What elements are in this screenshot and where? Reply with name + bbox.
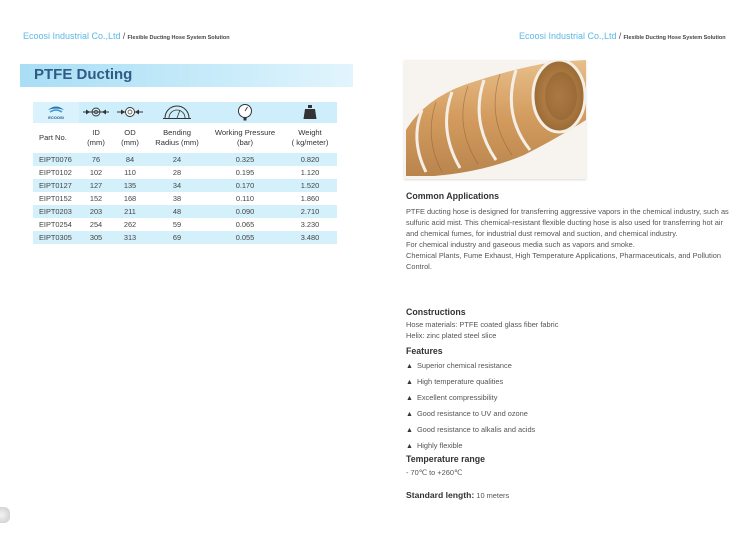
cell-bending-radius: 38	[147, 192, 207, 205]
cell-bending-radius: 34	[147, 179, 207, 192]
constructions-heading: Constructions	[406, 307, 466, 317]
cell-od: 211	[113, 205, 147, 218]
pressure-icon-cell	[207, 102, 283, 123]
cell-part-no: EIPT0254	[33, 218, 79, 231]
list-item	[406, 358, 731, 374]
weight-icon	[302, 104, 318, 122]
table-row	[33, 179, 337, 192]
table-row	[33, 153, 337, 166]
cell-bending-radius: 48	[147, 205, 207, 218]
applications-media: For chemical industry and gaseous media such as vapors and smoke.	[406, 240, 635, 249]
cell-working-pressure: 0.110	[207, 192, 283, 205]
header-separator: /	[122, 31, 126, 41]
cell-od: 84	[113, 153, 147, 166]
cell-weight: 3.230	[283, 218, 337, 231]
table-row	[33, 231, 337, 244]
page-header-left	[23, 31, 230, 41]
cell-part-no: EIPT0127	[33, 179, 79, 192]
page-title: PTFE Ducting	[34, 66, 133, 83]
features-section	[406, 346, 731, 454]
temperature-section	[406, 454, 731, 478]
cell-weight: 3.480	[283, 231, 337, 244]
applications-heading: Common Applications	[406, 191, 500, 201]
spec-table	[33, 102, 337, 244]
inner-diameter-icon	[82, 106, 110, 120]
column-header: Weight ( kg/meter)	[291, 127, 329, 147]
feature-text: High temperature qualities	[416, 377, 504, 386]
cell-od: 168	[113, 192, 147, 205]
logo-icon	[45, 104, 67, 122]
cell-part-no: EIPT0152	[33, 192, 79, 205]
cell-working-pressure: 0.195	[207, 166, 283, 179]
cell-weight: 0.820	[283, 153, 337, 166]
cell-id: 305	[79, 231, 113, 244]
cell-working-pressure: 0.325	[207, 153, 283, 166]
cell-od: 110	[113, 166, 147, 179]
list-item	[406, 374, 731, 390]
cell-id: 102	[79, 166, 113, 179]
standard-length-label: Standard length:	[406, 490, 475, 500]
list-item	[406, 422, 731, 438]
column-header: Bending Radius (mm)	[155, 127, 199, 147]
icon-row	[33, 102, 337, 123]
temperature-heading: Temperature range	[406, 454, 486, 464]
cell-id: 254	[79, 218, 113, 231]
applications-section	[406, 191, 731, 272]
standard-length-section	[406, 490, 731, 500]
feature-text: Good resistance to alkalis and acids	[416, 425, 536, 434]
outer-diameter-icon	[116, 106, 144, 120]
bending-icon-cell	[147, 102, 207, 123]
cell-id: 76	[79, 153, 113, 166]
cell-part-no: EIPT0305	[33, 231, 79, 244]
cell-weight: 1.520	[283, 179, 337, 192]
od-icon-cell	[113, 102, 147, 123]
company-name: Ecoosi Industrial Co.,Ltd	[23, 31, 121, 41]
column-header: Working Pressure (bar)	[214, 127, 276, 147]
cell-working-pressure: 0.090	[207, 205, 283, 218]
logo-cell	[33, 102, 79, 123]
page-header-right	[519, 31, 726, 41]
column-header: ID (mm)	[87, 127, 105, 147]
table-row	[33, 192, 337, 205]
cell-id: 127	[79, 179, 113, 192]
weight-icon-cell	[283, 102, 337, 123]
features-heading: Features	[406, 346, 443, 356]
header-separator: /	[618, 31, 622, 41]
table-row	[33, 218, 337, 231]
logo-text: ECOOSI	[48, 114, 64, 120]
triangle-bullet-icon: ▲	[406, 427, 413, 434]
cell-od: 135	[113, 179, 147, 192]
list-item	[406, 390, 731, 406]
construction-material: Hose materials: PTFE coated glass fiber fabric	[406, 320, 559, 329]
column-header: OD (mm)	[121, 127, 139, 147]
feature-text: Good resistance to UV and ozone	[416, 409, 528, 418]
construction-helix: Helix: zinc plated steel slice	[406, 331, 497, 340]
column-header: Part No.	[39, 132, 67, 142]
cell-working-pressure: 0.065	[207, 218, 283, 231]
product-photo	[404, 60, 586, 179]
triangle-bullet-icon: ▲	[406, 411, 413, 418]
header-row	[33, 123, 337, 153]
title-bar	[20, 64, 353, 87]
pressure-gauge-icon	[237, 103, 253, 123]
triangle-bullet-icon: ▲	[406, 363, 413, 370]
cell-weight: 2.710	[283, 205, 337, 218]
triangle-bullet-icon: ▲	[406, 443, 413, 450]
temperature-value: - 70℃ to +260℃	[406, 468, 463, 477]
cell-od: 313	[113, 231, 147, 244]
header-tagline: Flexible Ducting Hose System Solution	[127, 35, 230, 41]
cell-bending-radius: 24	[147, 153, 207, 166]
cell-bending-radius: 28	[147, 166, 207, 179]
cell-working-pressure: 0.170	[207, 179, 283, 192]
cell-bending-radius: 69	[147, 231, 207, 244]
cell-weight: 1.860	[283, 192, 337, 205]
table-row	[33, 166, 337, 179]
page-curl-decoration	[0, 507, 10, 523]
cell-id: 203	[79, 205, 113, 218]
cell-weight: 1.120	[283, 166, 337, 179]
id-icon-cell	[79, 102, 113, 123]
bending-radius-icon	[162, 104, 192, 122]
cell-id: 152	[79, 192, 113, 205]
cell-part-no: EIPT0102	[33, 166, 79, 179]
table-row	[33, 205, 337, 218]
cell-working-pressure: 0.055	[207, 231, 283, 244]
standard-length-value: 10 meters	[476, 491, 510, 500]
features-list	[406, 358, 731, 454]
list-item	[406, 406, 731, 422]
cell-part-no: EIPT0076	[33, 153, 79, 166]
constructions-section	[406, 307, 731, 341]
cell-bending-radius: 59	[147, 218, 207, 231]
list-item	[406, 438, 731, 454]
company-name: Ecoosi Industrial Co.,Ltd	[519, 31, 617, 41]
feature-text: Highly flexible	[416, 441, 463, 450]
triangle-bullet-icon: ▲	[406, 395, 413, 402]
feature-text: Superior chemical resistance	[416, 361, 512, 370]
feature-text: Excellent compressibility	[416, 393, 498, 402]
applications-paragraph: PTFE ducting hose is designed for transferring aggressive vapors in the chemical industry, such as sulfuric acid mist. This chemical-resistant flexible ducting hose is also used for transferring hot air and chemical fumes, for industrial dust removal and suction, and chemical industry.	[406, 207, 729, 238]
cell-part-no: EIPT0203	[33, 205, 79, 218]
applications-industries: Chemical Plants, Fume Exhaust, High Temperature Applications, Pharmaceuticals, and Pollution Control.	[406, 251, 721, 271]
cell-od: 262	[113, 218, 147, 231]
header-tagline: Flexible Ducting Hose System Solution	[623, 35, 726, 41]
triangle-bullet-icon: ▲	[406, 379, 413, 386]
